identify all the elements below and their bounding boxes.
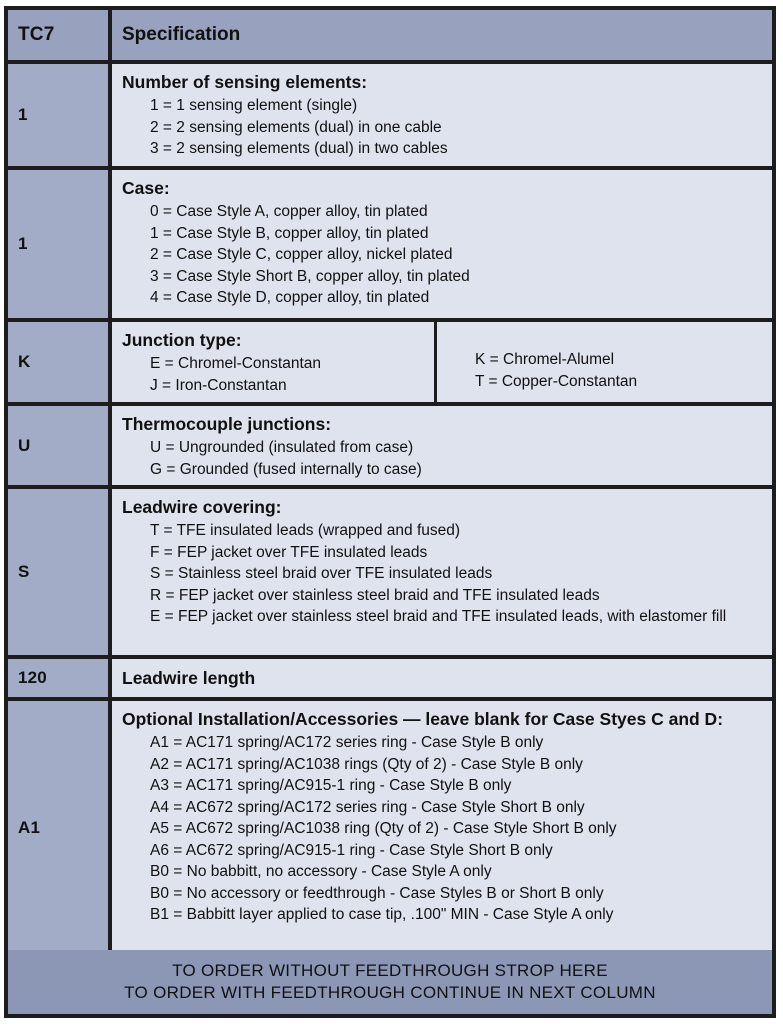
list-item: G = Grounded (fused internally to case) [150,460,422,478]
list-item: A5 = AC672 spring/AC1038 ring (Qty of 2) - Case Style Short B only [150,820,617,837]
code-thermo: U [8,406,108,485]
list-item: 1 = Case Style B, copper alloy, tin plated [150,224,429,242]
list-item: B0 = No accessory or feedthrough - Case Styles B or Short B only [150,884,604,902]
list-item: A4 = AC672 spring/AC172 series ring - Case Style Short B only [150,798,585,816]
list-item: E = Chromel-Constantan [150,355,322,372]
spec-junction-right [437,322,772,402]
list-item: B0 = No babbitt, no accessory - Case Style A only [150,863,492,880]
list-item: B1 = Babbitt layer applied to case tip, .100" MIN - Case Style A only [150,906,614,923]
row-junction-type [8,322,772,402]
code-sensing: 1 [8,64,108,166]
list-item: 4 = Case Style D, copper alloy, tin plated [150,289,430,306]
row-thermocouple-junctions [8,406,772,485]
title-thermo: Thermocouple junctions: [122,414,332,434]
title-sensing: Number of sensing elements: [122,72,368,92]
spec-case [112,170,772,318]
header-code: TC7 [8,10,108,60]
list-item: 3 = Case Style Short B, copper alloy, tin plated [150,267,470,285]
list-item: F = FEP jacket over TFE insulated leads [150,543,428,561]
list-item: R = FEP jacket over stainless steel braid and TFE insulated leads [150,586,600,604]
list-item: T = Copper-Constantan [475,372,638,390]
row-leadwire-length [8,659,772,697]
code-case: 1 [8,170,108,318]
footer-line-1: TO ORDER WITHOUT FEEDTHROUGH STROP HERE [172,961,608,980]
title-optional: Optional Installation/Accessories — leave blank for Case Styes C and D: [122,709,724,729]
list-item: 0 = Case Style A, copper alloy, tin plated [150,203,428,220]
code-junction: K [8,322,108,402]
list-item: 3 = 2 sensing elements (dual) in two cables [150,140,448,157]
spec-sensing [112,64,772,166]
table-header-row [8,10,772,60]
list-item: A1 = AC171 spring/AC172 series ring - Case Style B only [150,734,544,751]
title-case: Case: [122,178,170,198]
list-item: 2 = Case Style C, copper alloy, nickel plated [150,246,453,263]
list-item: K = Chromel-Alumel [475,351,615,368]
specification-table [4,6,776,1018]
list-item: U = Ungrounded (insulated from case) [150,439,414,456]
spec-thermo [112,406,772,485]
row-optional-accessories [8,701,772,954]
row-sensing-elements [8,64,772,166]
spec-leadwire [112,489,772,655]
footer-line-2: TO ORDER WITH FEEDTHROUGH CONTINUE IN NEXT COLUMN [124,983,656,1002]
list-item: A6 = AC672 spring/AC915-1 ring - Case Style Short B only [150,841,553,859]
order-instructions-footer [8,950,772,1014]
list-item: 2 = 2 sensing elements (dual) in one cable [150,118,442,136]
title-length: Leadwire length [112,659,772,697]
list-item: T = TFE insulated leads (wrapped and fused) [150,522,461,539]
list-item: E = FEP jacket over stainless steel braid and TFE insulated leads, with elastomer fill [150,608,727,625]
row-leadwire-covering [8,489,772,655]
code-leadwire: S [8,489,108,655]
title-leadwire: Leadwire covering: [122,497,282,517]
list-item: A2 = AC171 spring/AC1038 rings (Qty of 2) - Case Style B only [150,755,583,773]
code-optional: A1 [8,701,108,954]
spec-junction-left [112,322,434,402]
list-item: 1 = 1 sensing element (single) [150,97,358,114]
title-junction: Junction type: [122,330,242,350]
list-item: J = Iron-Constantan [150,376,287,394]
list-item: A3 = AC171 spring/AC915-1 ring - Case Style B only [150,777,512,794]
header-spec: Specification [112,10,772,60]
row-case [8,170,772,318]
list-item: S = Stainless steel braid over TFE insulated leads [150,565,493,582]
spec-optional [112,701,772,954]
code-length: 120 [8,659,108,697]
